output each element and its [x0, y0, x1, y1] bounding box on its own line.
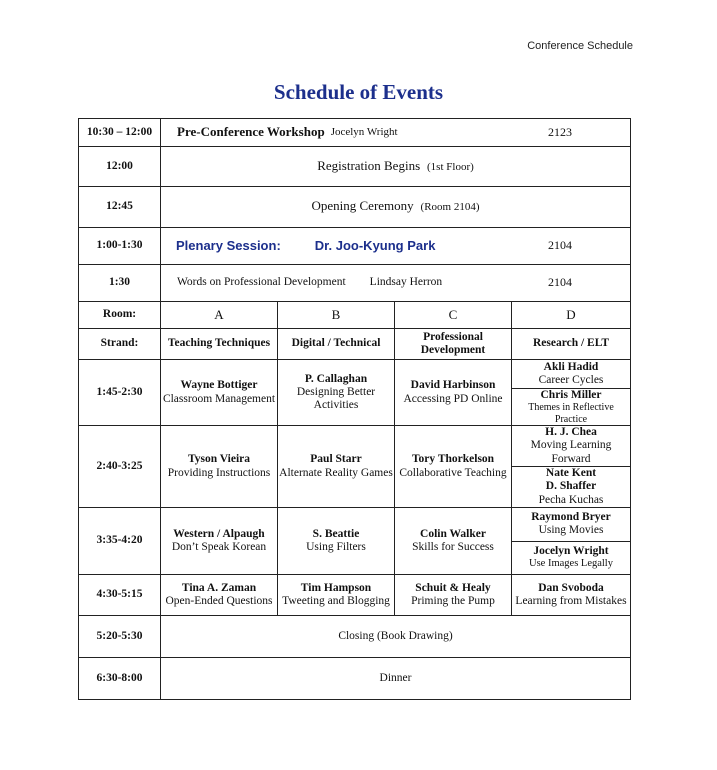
presenter-name: Tina A. Zaman: [181, 581, 257, 594]
session-title: Collaborative Teaching: [399, 466, 507, 479]
presenter-name: Jocelyn Wright: [330, 126, 398, 139]
table-row: [79, 119, 631, 147]
time-cell: 6:30-8:00: [79, 658, 161, 700]
time-cell: 4:30-5:15: [79, 575, 161, 616]
session-cell: [512, 360, 631, 426]
presenter-name: Dan Svoboda: [538, 581, 604, 594]
schedule-table: [78, 118, 631, 700]
presenter-name: Nate Kent: [545, 467, 597, 480]
session-cell: [395, 508, 512, 575]
session-title: Classroom Management: [162, 392, 276, 405]
session-title: Use Images Legally: [529, 558, 613, 570]
session-title: Don’t Speak Korean: [171, 541, 267, 553]
presenter-name: Tory Thorkelson: [411, 453, 495, 466]
presenter-name: Raymond Bryer: [531, 511, 611, 524]
session-cell: [512, 508, 631, 575]
table-row: [79, 360, 631, 426]
presenter-name: Chris Miller: [540, 388, 602, 401]
time-cell: 1:45-2:30: [79, 360, 161, 426]
time-cell: 12:00: [79, 147, 161, 187]
session-cell: [395, 426, 512, 508]
presenter-name: S. Beattie: [312, 527, 360, 540]
presenter-name: Tim Hampson: [300, 581, 372, 594]
session-title: Priming the Pump: [411, 595, 495, 607]
session-title: Pecha Kuchas: [538, 493, 604, 506]
presenter-name: P. Callaghan: [304, 372, 368, 385]
page-title: Schedule of Events: [273, 80, 444, 104]
session-cell: [161, 426, 278, 508]
session-title: Moving Learning Forward: [530, 439, 612, 465]
presenter-name: David Harbinson: [410, 379, 496, 392]
time-cell: 3:35-4:20: [79, 508, 161, 575]
session-cell: [512, 426, 631, 508]
event-cell: [161, 119, 631, 147]
event-cell: Closing (Book Drawing): [161, 616, 631, 658]
session-title: Learning from Mistakes: [515, 595, 627, 607]
time-cell: 10:30 – 12:00: [79, 119, 161, 147]
session-title: Accessing PD Online: [403, 392, 503, 405]
session-title: Career Cycles: [538, 373, 604, 386]
table-row: [79, 265, 631, 302]
table-row: [79, 508, 631, 575]
event-title: Words on Professional Development: [177, 276, 346, 289]
room-number: 2104: [548, 238, 572, 253]
session-title: Using Movies: [538, 524, 604, 537]
session-cell: [161, 508, 278, 575]
table-row: [79, 302, 631, 329]
session-title: Using Filters: [306, 541, 366, 553]
document-header-label: Conference Schedule: [527, 40, 633, 52]
event-title: Opening Ceremony: [311, 198, 414, 214]
table-row: [79, 616, 631, 658]
event-cell: [161, 187, 631, 228]
event-note: (1st Floor): [427, 160, 474, 173]
event-cell: [161, 228, 631, 265]
presenter-name: H. J. Chea: [545, 426, 597, 439]
presenter-name: Colin Walker: [420, 527, 486, 540]
event-note: (Room 2104): [420, 201, 480, 214]
table-row: [79, 329, 631, 360]
strand-d: Research / ELT: [512, 329, 631, 360]
time-cell: 1:00-1:30: [79, 228, 161, 265]
time-cell: 2:40-3:25: [79, 426, 161, 508]
event-title: Pre-Conference Workshop: [177, 124, 325, 140]
session-title: Themes in Reflective Practice: [528, 402, 614, 425]
session-cell: [161, 575, 278, 616]
time-cell: 12:45: [79, 187, 161, 228]
plenary-speaker: Dr. Joo-Kyung Park: [314, 237, 436, 253]
presenter-name: Lindsay Herron: [369, 276, 443, 289]
session-cell: [161, 360, 278, 426]
session-title: Skills for Success: [412, 541, 494, 553]
session-cell: [278, 508, 395, 575]
presenter-name: Wayne Bottiger: [180, 379, 258, 392]
presenter-name: Schuit & Healy: [415, 581, 491, 594]
time-cell: 5:20-5:30: [79, 616, 161, 658]
time-cell: 1:30: [79, 265, 161, 302]
strand-a: Teaching Techniques: [161, 329, 278, 360]
plenary-label: Plenary Session:: [176, 237, 281, 253]
strand-header-label: Strand:: [79, 329, 161, 360]
session-cell: [278, 426, 395, 508]
table-row: [79, 228, 631, 265]
room-a-header: A: [161, 302, 278, 329]
presenter-name: Western / Alpaugh: [173, 527, 265, 540]
session-cell: [278, 360, 395, 426]
presenter-name: Tyson Vieira: [187, 453, 251, 466]
room-number: 2123: [548, 124, 572, 139]
room-header-label: Room:: [79, 302, 161, 329]
session-title: Alternate Reality Games: [279, 466, 393, 479]
room-number: 2104: [548, 275, 572, 290]
presenter-name: Paul Starr: [310, 453, 362, 466]
session-title: Tweeting and Blogging: [282, 595, 390, 607]
event-cell: [161, 265, 631, 302]
table-row: [79, 147, 631, 187]
session-cell: [278, 575, 395, 616]
room-b-header: B: [278, 302, 395, 329]
room-c-header: C: [395, 302, 512, 329]
session-title: Open-Ended Questions: [165, 595, 273, 607]
session-cell: [512, 575, 631, 616]
table-row: [79, 575, 631, 616]
session-title: Providing Instructions: [167, 466, 271, 479]
strand-b: Digital / Technical: [278, 329, 395, 360]
session-cell: [395, 360, 512, 426]
room-d-header: D: [512, 302, 631, 329]
presenter-name: Akli Hadid: [543, 360, 599, 373]
event-cell: [161, 147, 631, 187]
table-row: [79, 658, 631, 700]
table-row: [79, 426, 631, 508]
presenter-name: Jocelyn Wright: [533, 545, 609, 558]
event-cell: Dinner: [161, 658, 631, 700]
presenter-name: D. Shaffer: [545, 480, 597, 493]
table-row: [79, 187, 631, 228]
session-title: Designing Better Activities: [296, 385, 376, 412]
event-title: Registration Begins: [317, 157, 421, 173]
session-cell: [395, 575, 512, 616]
strand-c: Professional Development: [395, 329, 512, 360]
